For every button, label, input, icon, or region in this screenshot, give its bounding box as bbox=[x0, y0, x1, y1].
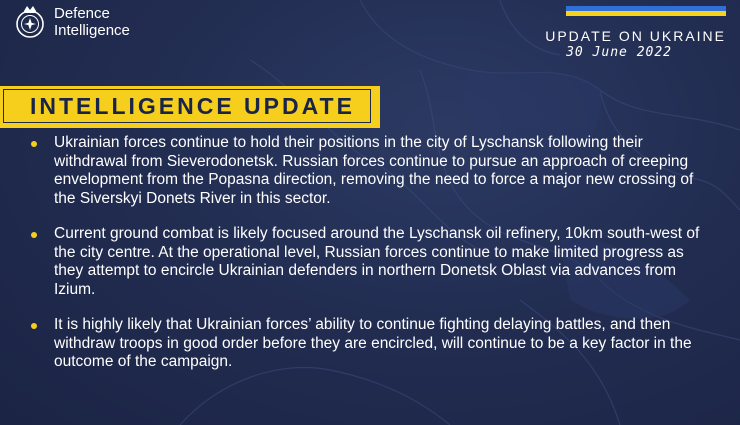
ukraine-flag bbox=[566, 6, 726, 16]
org-name-line2: Intelligence bbox=[54, 22, 130, 39]
intelligence-update-banner bbox=[0, 86, 380, 128]
update-date: 30 June 2022 bbox=[566, 45, 672, 60]
bullet-text: Ukrainian forces continue to hold their positions in the city of Lyschansk following their withdrawal from Sieverodonetsk. Russian forces continue to pursue an approach of creeping envelopment from the Popasna direction, removing the need to force a major new crossing of the Siverskyi Donets River in this sector. bbox=[54, 134, 694, 207]
list-item bbox=[26, 225, 716, 299]
flag-yellow-stripe bbox=[566, 11, 726, 16]
bullet-dot-icon bbox=[31, 323, 37, 329]
bullet-text: Current ground combat is likely focused around the Lyschansk oil refinery, 10km south-west of the city centre. At the operational level, Russian forces continue to make limited progress as they attempt to encircle Ukrainian defenders in northern Donetsk Oblast via advances from Izium. bbox=[54, 225, 700, 298]
bullet-text: It is highly likely that Ukrainian forces’ ability to continue fighting delaying battles, and then withdraw troops in good order before they are encircled, will continue to be a key factor in the outcome of the campaign. bbox=[54, 316, 692, 370]
org-name bbox=[54, 5, 130, 39]
bullet-list bbox=[26, 134, 716, 389]
list-item bbox=[26, 134, 716, 208]
bullet-dot-icon bbox=[31, 141, 37, 147]
org-name-line1: Defence bbox=[54, 5, 110, 22]
update-title: UPDATE ON UKRAINE bbox=[545, 28, 726, 44]
banner-label: INTELLIGENCE UPDATE bbox=[30, 93, 355, 119]
crest-icon bbox=[12, 4, 48, 40]
defence-intelligence-logo bbox=[12, 4, 130, 40]
list-item bbox=[26, 316, 716, 372]
bullet-dot-icon bbox=[31, 232, 37, 238]
